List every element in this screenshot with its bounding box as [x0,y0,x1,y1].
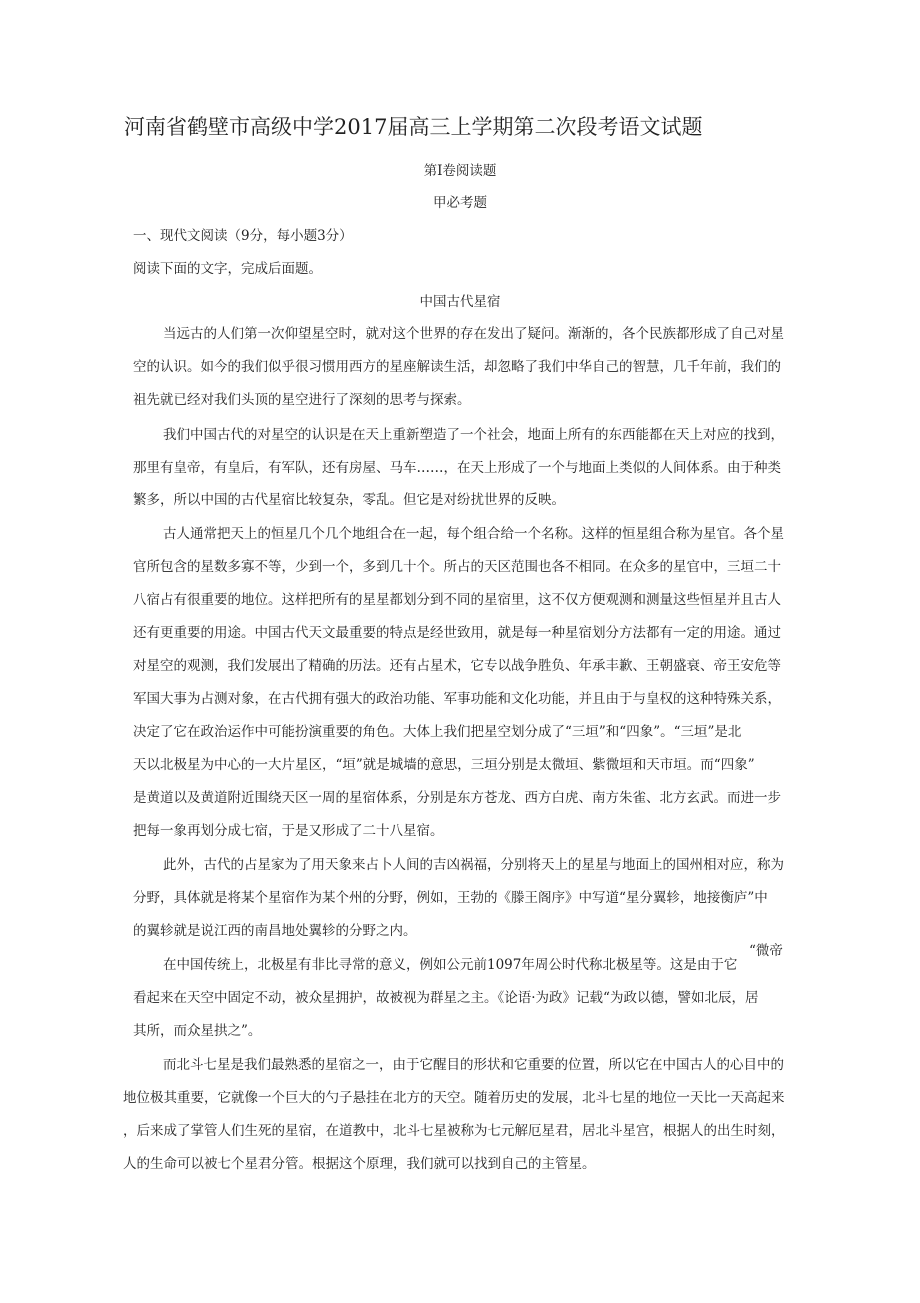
text-line: ，后来成了掌管人们生死的星宿，在道教中，北斗七星被称为七元解厄星君，居北斗星宫，根据人的出生时刻， [123,1123,785,1139]
text-line: 天以北极星为中心的一大片星区，“垣”就是城墙的意思，三垣分别是太微垣、紫微垣和天市垣。而“四象” [133,757,755,773]
text-line: 古人通常把天上的恒星几个几个地组合在一起，每个组合给一个名称。这样的恒星组合称为星官。各个星 [163,526,784,542]
text-line: 人的生命可以被七个星君分管。根据这个原理，我们就可以找到自己的主管星。 [123,1156,596,1172]
text-line: 在中国传统上，北极星有非比寻常的意义，例如公元前1097年周公时代称北极星等。这是由于它 [163,957,738,973]
text-line: 祖先就已经对我们头顶的星空进行了深刻的思考与探索。 [133,392,471,408]
text-line: 那里有皇帝，有皇后，有军队，还有房屋、马车……，在天上形成了一个与地面上类似的人间体系。由于种类 [133,460,781,476]
text-line: 空的认识。如今的我们似乎很习惯用西方的星座解读生活，却忽略了我们中华自己的智慧，几千年前，我们的 [133,359,781,375]
text-line: 当远古的人们第一次仰望星空时，就对这个世界的存在发出了疑问。渐渐的，各个民族都形成了自己对星 [163,326,784,342]
subsection-heading: 甲必考题 [433,195,487,211]
text-line: 地位极其重要，它就像一个巨大的勺子悬挂在北方的天空。随着历史的发展，北斗七星的地位一天比一天高起来 [123,1090,785,1106]
text-line: 决定了它在政治运作中可能扮演重要的角色。大体上我们把星空划分成了“三垣”和“四象”。“三垣”是北 [133,724,742,740]
text-line: 官所包含的星数多寡不等，少到一个，多到几十个。所占的天区范围也各不相同。在众多的星官中，三垣二十 [133,559,781,575]
text-line: 此外，古代的占星家为了用天象来占卜人间的吉凶祸福，分别将天上的星星与地面上的国州相对应，称为 [163,857,784,873]
text-line: 我们中国古代的对星空的认识是在天上重新塑造了一个社会，地面上所有的东西能都在天上对应的找到， [163,427,784,443]
text-line: 八宿占有很重要的地位。这样把所有的星星都划分到不同的星宿里，这不仅方便观测和测量这些恒星并且古人 [133,592,781,608]
section-heading: 一、现代文阅读（9分，每小题3分） [133,228,353,244]
text-fragment: “微帝 [749,943,783,959]
instruction-text: 阅读下面的文字，完成后面题。 [133,261,322,277]
text-line: 对星空的观测，我们发展出了精确的历法。还有占星术，它专以战争胜负、年承丰歉、王朝盛衰、帝王安危等 [133,658,781,674]
document-title: 河南省鹤壁市高级中学2017届高三上学期第二次段考语文试题 [124,115,703,139]
volume-heading: 第Ⅰ卷阅读题 [423,163,497,179]
text-line: 的翼轸就是说江西的南昌地处翼轸的分野之内。 [133,923,417,939]
text-line: 军国大事为占测对象，在古代拥有强大的政治功能、军事功能和文化功能，并且由于与皇权的这种特殊关系， [133,691,781,707]
article-title: 中国古代星宿 [419,294,501,310]
text-line: 而北斗七星是我们最熟悉的星宿之一，由于它醒目的形状和它重要的位置，所以它在中国古人的心目中的 [163,1057,784,1073]
text-line: 其所，而众星拱之”。 [133,1023,262,1039]
text-line: 还有更重要的用途。中国古代天文最重要的特点是经世致用，就是每一种星宿划分方法都有一定的用途。通过 [133,625,781,641]
text-line: 把每一象再划分成七宿，于是又形成了二十八星宿。 [133,823,444,839]
text-line: 繁多，所以中国的古代星宿比较复杂，零乱。但它是对纷扰世界的反映。 [133,492,565,508]
text-line: 分野，具体就是将某个星宿作为某个州的分野，例如，王勃的《滕王阁序》中写道“星分翼轸，地接衡庐”中 [133,890,768,906]
text-line: 是黄道以及黄道附近围绕天区一周的星宿体系，分别是东方苍龙、西方白虎、南方朱雀、北方玄武。而进一步 [133,790,781,806]
text-line: 看起来在天空中固定不动，被众星拥护，故被视为群星之主。《论语·为政》记载“为政以德，譬如北辰，居 [133,990,759,1006]
